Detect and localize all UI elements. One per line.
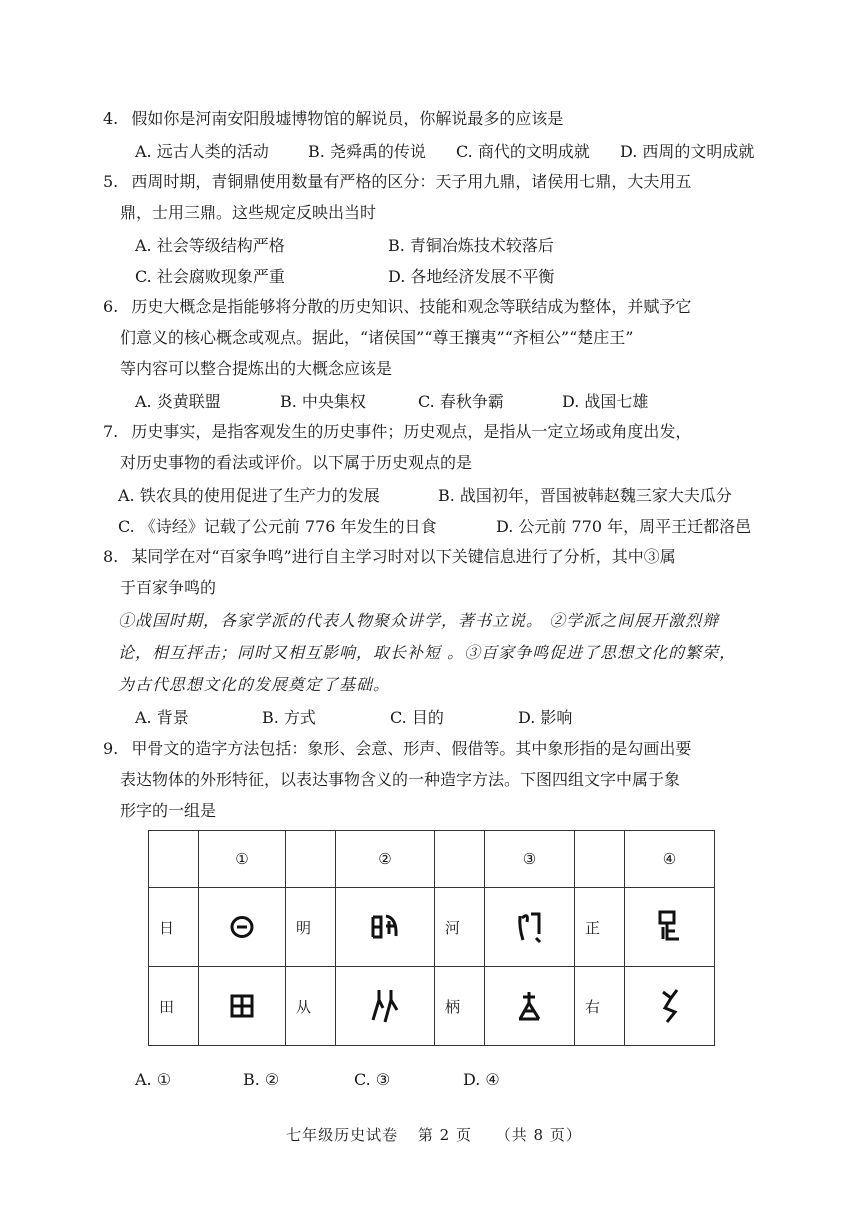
option-a: A. 炎黄联盟 [135,392,221,411]
oracle-glyph-you [625,967,715,1046]
option-c: C. 商代的文明成就 [456,142,590,161]
option-b: B. 中央集权 [280,392,366,411]
question-8 [103,546,676,568]
option-c: C. ③ [354,1070,391,1089]
table-header-2: ② [336,831,435,888]
quote-line: ①战国时期，各家学派的代表人物聚众讲学，著书立说。 ②学派之间展开激烈辩 [118,611,720,630]
modern-character: 正 [575,888,625,967]
oracle-glyph-zheng [625,888,715,967]
oracle-glyph-cong [336,967,435,1046]
question-stem: 假如你是河南安阳殷墟博物馆的解说员，你解说最多的应该是 [131,109,564,128]
footer-page: 第 2 页 [417,1126,472,1144]
table-cell [575,831,625,888]
oracle-glyph-ming [336,888,435,967]
option-d: D. ④ [463,1070,500,1089]
table-row [149,967,715,1046]
footer-title: 七年级历史试卷 [286,1126,399,1144]
question-stem-line: 表达物体的外形特征，以表达事物含义的一种造字方法。下图四组文字中属于象 [120,770,681,789]
oracle-glyph-tian [199,967,286,1046]
oracle-glyph-bing [485,967,575,1046]
modern-character: 明 [286,888,336,967]
question-stem-line: 历史事实，是指客观发生的历史事件；历史观点，是指从一定立场或角度出发， [131,422,692,441]
table-header-1: ① [199,831,286,888]
modern-character: 河 [435,888,485,967]
question-stem-line: 们意义的核心概念或观点。据此，“诸侯国”“尊王攘夷”“齐桓公”“楚庄王” [120,328,634,347]
question-stem-line: 甲骨文的造字方法包括：象形、会意、形声、假借等。其中象形指的是勾画出要 [131,739,692,758]
page-footer [0,1124,868,1145]
option-c: C. 春秋争霸 [418,392,504,411]
question-number: 9. [103,739,119,758]
option-b: B. 战国初年，晋国被韩赵魏三家大夫瓜分 [438,486,732,505]
table-header-4: ④ [625,831,715,888]
oracle-glyph-ri [199,888,286,967]
question-9 [103,738,691,760]
option-b: B. 方式 [262,708,316,727]
modern-character: 右 [575,967,625,1046]
question-stem-line: 西周时期，青铜鼎使用数量有严格的区分：天子用九鼎，诸侯用七鼎，大夫用五 [131,172,692,191]
modern-character: 柄 [435,967,485,1046]
option-c: C. 《诗经》记载了公元前 776 年发生的日食 [118,517,437,536]
question-stem-line: 形字的一组是 [120,801,217,820]
question-number: 6. [103,297,119,316]
question-stem-line: 历史大概念是指能够将分散的历史知识、技能和观念等联结成为整体，并赋予它 [131,297,692,316]
option-c: C. 目的 [390,708,444,727]
question-stem-line: 鼎，士用三鼎。这些规定反映出当时 [120,203,377,222]
option-a: A. 背景 [135,708,189,727]
option-d: D. 各地经济发展不平衡 [388,267,555,286]
question-stem-line: 于百家争鸣的 [120,578,217,597]
option-c: C. 社会腐败现象严重 [135,267,285,286]
oracle-bone-table [148,830,715,1046]
oracle-glyph-he [485,888,575,967]
modern-character: 日 [149,888,199,967]
option-d: D. 西周的文明成就 [620,142,755,161]
table-header-3: ③ [485,831,575,888]
table-cell [435,831,485,888]
quote-line: 论，相互抨击；同时又相互影响，取长补短 。③百家争鸣促进了思想文化的繁荣， [118,643,737,662]
question-stem-line: 等内容可以整合提炼出的大概念应该是 [120,359,393,378]
question-number: 8. [103,547,119,566]
question-7 [103,421,691,443]
question-6 [103,296,691,318]
question-number: 4. [103,109,119,128]
option-b: B. 尧舜禹的传说 [308,142,426,161]
modern-character: 田 [149,967,199,1046]
question-4 [103,108,563,130]
option-b: B. 青铜冶炼技术较落后 [388,236,554,255]
option-a: A. ① [135,1070,172,1089]
modern-character: 从 [286,967,336,1046]
option-d: D. 战国七雄 [562,392,649,411]
option-a: A. 社会等级结构严格 [135,236,285,255]
question-stem-line: 对历史事物的看法或评价。以下属于历史观点的是 [120,453,473,472]
question-number: 5. [103,172,119,191]
option-b: B. ② [243,1070,280,1089]
question-stem-line: 某同学在对“百家争鸣”进行自主学习时对以下关键信息进行了分析，其中③属 [131,547,676,566]
table-cell [149,831,199,888]
question-number: 7. [103,422,119,441]
quote-line: 为古代思想文化的发展奠定了基础。 [118,675,391,694]
option-d: D. 公元前 770 年，周平王迁都洛邑 [496,517,752,536]
table-cell [286,831,336,888]
footer-total: （共 8 页） [495,1126,582,1144]
table-header-row [149,831,715,888]
option-a: A. 铁农具的使用促进了生产力的发展 [118,486,380,505]
question-5 [103,171,691,193]
table-row [149,888,715,967]
option-d: D. 影响 [518,708,573,727]
option-a: A. 远古人类的活动 [135,142,269,161]
